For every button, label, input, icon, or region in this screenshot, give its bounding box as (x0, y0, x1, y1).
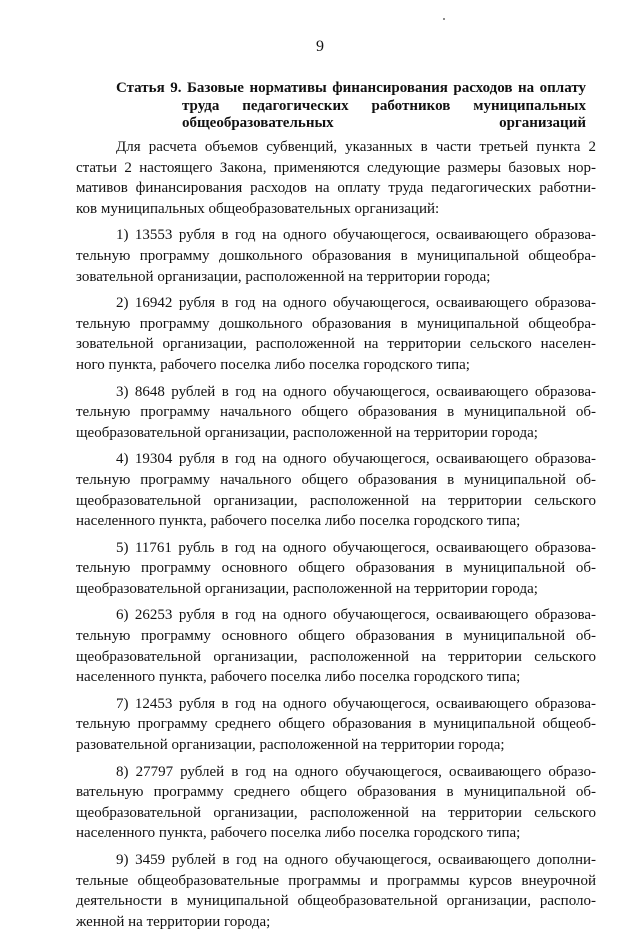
text-line: тельные общеобразовательные программы и программы курсов внеурочной (76, 872, 596, 889)
list-item-paragraph (76, 293, 596, 375)
text-line: 5) 11761 рубль в год на одного обучающегося, осваивающего образова- (116, 539, 596, 556)
text-line: зовательной организации, расположенной на территории сельского населен- (76, 336, 596, 353)
text-line: 3) 8648 рублей в год на одного обучающегося, осваивающего образова- (116, 383, 596, 400)
text-line: мативов финансирования расходов на оплату труда педагогических работни- (76, 180, 596, 197)
text-line: деятельности в муниципальной общеобразовательной организации, располо- (76, 893, 596, 910)
text-line: 7) 12453 рубля в год на одного обучающегося, осваивающего образова- (116, 695, 596, 712)
text-line: 6) 26253 рубля в год на одного обучающегося, осваивающего образова- (116, 607, 596, 624)
text-line: тельную программу основного общего образования в муниципальной об- (76, 628, 596, 645)
text-line: щеобразовательной организации, расположенной на территории сельского (76, 648, 596, 665)
text-line: ного пункта, рабочего поселка либо поселка городского типа; (76, 356, 470, 373)
intro-paragraph (76, 137, 596, 219)
text-line: статьи 2 настоящего Закона, применяются следующие размеры базовых нор- (76, 159, 596, 176)
text-line: щеобразовательной организации, расположенной на территории сельского (76, 492, 596, 509)
text-line: тельную программу начального общего образования в муниципальной об- (76, 404, 596, 421)
title-line: общеобразовательных организаций (182, 115, 586, 131)
text-line: 8) 27797 рублей в год на одного обучающегося, осваивающего образо- (116, 763, 596, 780)
text-line: 4) 19304 рубля в год на одного обучающегося, осваивающего образова- (116, 451, 596, 468)
article-title (116, 80, 586, 133)
text-line: тельную программу дошкольного образования в муниципальной общеобра- (76, 315, 596, 332)
text-line: тельную программу начального общего образования в муниципальной об- (76, 471, 596, 488)
text-line: 9) 3459 рублей в год на одного обучающегося, осваивающего дополни- (116, 852, 596, 868)
text-line: 2) 16942 рубля в год на одного обучающегося, осваивающего образова- (116, 295, 596, 312)
scan-speck (443, 18, 445, 20)
title-line: Статья 9. Базовые нормативы финансирования расходов на оплату (116, 80, 586, 96)
list-item-paragraph (76, 605, 596, 687)
text-line: населенного пункта, рабочего поселка либо поселка городского типа; (76, 513, 521, 530)
text-line: тельную программу основного общего образования в муниципальной об- (76, 560, 596, 577)
text-line: ков муниципальных общеобразовательных организаций: (76, 200, 440, 217)
list-item-paragraph (76, 449, 596, 531)
list-item-paragraph (76, 762, 596, 844)
text-line: щеобразовательной организации, расположенной на территории сельского (76, 804, 596, 821)
text-line: Для расчета объемов субвенций, указанных в части третьей пункта 2 (116, 139, 596, 155)
list-item-paragraph (76, 382, 596, 444)
text-line: 1) 13553 рубля в год на одного обучающегося, осваивающего образова- (116, 227, 596, 244)
list-item-paragraph (76, 538, 596, 600)
page-number: 9 (316, 38, 324, 55)
text-line: населенного пункта, рабочего поселка либо поселка городского типа; (76, 669, 521, 686)
text-line: женной на территории города; (76, 913, 271, 930)
list-item-paragraph (76, 694, 596, 756)
text-line: разовательной организации, расположенной на территории города; (76, 737, 505, 754)
text-line: щеобразовательной организации, расположенной на территории города; (76, 424, 538, 441)
list-item-paragraph (76, 225, 596, 287)
text-line: вательную программу среднего общего образования в муниципальной об- (76, 784, 596, 801)
list-item-paragraph (76, 850, 596, 932)
text-line: тельную программу дошкольного образования в муниципальной общеобра- (76, 247, 596, 264)
title-line: труда педагогических работников муниципальных (182, 97, 586, 114)
text-line: населенного пункта, рабочего поселка либо поселка городского типа; (76, 825, 521, 842)
text-line: щеобразовательной организации, расположенной на территории города; (76, 580, 538, 597)
text-line: тельную программу среднего общего образования в муниципальной общеоб- (76, 716, 596, 733)
article-body (76, 137, 596, 938)
text-line: зовательной организации, расположенной на территории города; (76, 268, 491, 285)
